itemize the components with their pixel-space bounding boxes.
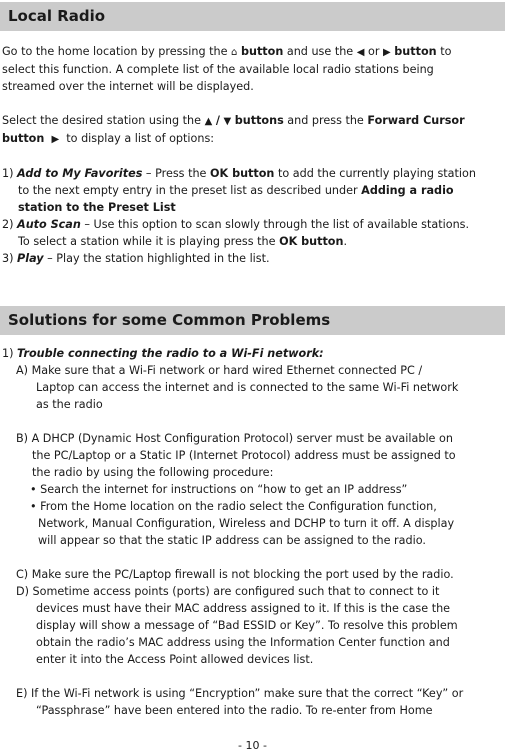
home-icon: ⌂ (231, 47, 238, 58)
item-d: D) Sometime access points (ports) are configured such that to connect to it devices must have their MAC address assigned to it. If this is the case the display will show a message of “Bad ESSID or Key”. To resolve this problem obtain the radio’s MAC address using the Information Center function and enter it into the Access Point allowed devices list. (16, 585, 458, 666)
item-a: A) Make sure that a Wi-Fi network or hard wired Ethernet connected PC / Laptop can access the internet and is connected to the same Wi-Fi network as the radio (16, 364, 459, 411)
section-header-common-problems (0, 306, 505, 335)
page-number: - 10 - (238, 739, 267, 752)
option-auto-scan: 2) Auto Scan – Use this option to scan slowly through the list of available stations. (2, 218, 470, 231)
section-title: Solutions for some Common Problems (8, 311, 331, 329)
item-c: C) Make sure the PC/Laptop firewall is not blocking the port used by the radio. (16, 568, 454, 581)
paragraph-home: Go to the home location by pressing the ⌂ button and use the ◀ or ▶ button to select this function. A complete list of the available local radio stations being streamed over the internet will be displayed. (2, 45, 452, 93)
left-arrow-icon: ◀ (356, 47, 365, 58)
section-title: Local Radio (8, 7, 106, 25)
local-radio-body: Go to the home location by pressing the ⌂ button and use the ◀ or ▶ button to select this function. A complete list of the available local radio stations being streamed over the internet will be displayed. Select the desired station using the ▲ / ▼ buttons and press the Forward Cursor button ▶ to display a list of options: 1) Add to My Favorites – Press the OK button to add the currently playing station to the next empty entry in the preset list as described under Adding a radio station to the Preset List 2) Auto Scan – Use this option to scan slowly through the list of available stations. To select a station while it is playing press the OK button. 3) Play – Play the station highlighted in the list. (2, 43, 502, 267)
item-e: E) If the Wi-Fi network is using “Encryption” make sure that the correct “Key” or “Passphrase” have been entered into the radio. To re-enter from Home (16, 687, 464, 717)
problem-heading: 1) Trouble connecting the radio to a Wi-Fi network: (2, 347, 324, 360)
right-arrow-icon: ▶ (51, 134, 60, 145)
right-arrow-icon: ▶ (383, 47, 391, 58)
option-play: 3) Play – Play the station highlighted in the list. (2, 252, 270, 265)
bullet-item: • Search the internet for instructions on “how to get an IP address” (30, 483, 408, 496)
item-b: B) A DHCP (Dynamic Host Configuration Protocol) server must be available on the PC/Laptop or a Static IP (Internet Protocol) address must be assigned to the radio by using the following procedure: • Search the internet for instructions on “how to get an IP address” • From the Home location on the radio select the Configuration function, Network, Manual Configuration, Wireless and DCHP to turn it off. A display will appear so that the static IP address can be assigned to the radio. (2, 430, 502, 549)
common-problems-body (2, 345, 502, 719)
paragraph-select-station: Select the desired station using the ▲ / ▼ buttons and press the Forward Cursor button ▶ to display a list of options: (2, 112, 502, 148)
section-header-local-radio (0, 2, 505, 31)
up-arrow-icon: ▲ (204, 116, 213, 127)
bullet-item: • From the Home location on the radio select the Configuration function, (30, 500, 437, 513)
option-add-to-favorites: 1) Add to My Favorites – Press the OK button to add the currently playing station (2, 167, 476, 180)
down-arrow-icon: ▼ (223, 116, 232, 127)
